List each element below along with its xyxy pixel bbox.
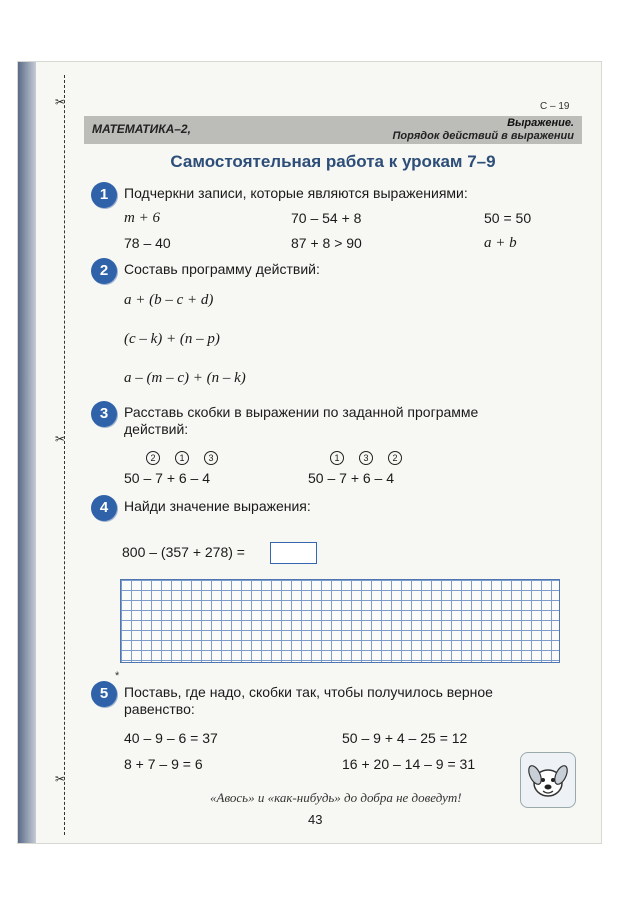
expression: m + 6	[124, 210, 160, 226]
expression: a + (b – c + d)	[124, 292, 214, 308]
subject-label: МАТЕМАТИКА–2,	[92, 122, 191, 136]
order-mark: 1	[330, 451, 344, 465]
equation: 50 – 9 + 4 – 25 = 12	[342, 730, 468, 746]
order-mark: 1	[175, 451, 189, 465]
order-mark: 2	[388, 451, 402, 465]
equation: 40 – 9 – 6 = 37	[124, 730, 218, 746]
task-number: 2	[91, 258, 117, 284]
task-number: 3	[91, 401, 117, 427]
star-icon: *	[115, 670, 120, 682]
expression: a + b	[484, 235, 517, 251]
binding-shadow	[18, 62, 36, 843]
expression: 50 = 50	[484, 210, 532, 226]
task-text: действий:	[124, 421, 189, 437]
task-text: равенство:	[124, 701, 195, 717]
scissors-icon: ✂	[55, 95, 66, 109]
task-number: 4	[91, 495, 117, 521]
scissors-icon: ✂	[55, 772, 66, 786]
expression: 70 – 54 + 8	[291, 210, 362, 226]
expression: 50 – 7 + 6 – 4	[308, 470, 395, 486]
dog-mascot-icon	[520, 752, 576, 808]
topic-title: Выражение.	[507, 117, 574, 129]
page-code: С – 19	[540, 101, 570, 112]
work-grid[interactable]	[120, 579, 560, 663]
page-number: 43	[308, 812, 323, 827]
order-mark: 3	[359, 451, 373, 465]
expression: 50 – 7 + 6 – 4	[124, 470, 211, 486]
cut-line	[64, 75, 65, 835]
task-number: 5	[91, 681, 117, 707]
page-title: Самостоятельная работа к урокам 7–9	[170, 152, 496, 171]
task-text: Расставь скобки в выражении по заданной программе	[124, 404, 479, 420]
task-text: Подчеркни записи, которые являются выражениями:	[124, 185, 468, 201]
order-mark: 2	[146, 451, 160, 465]
expression: 78 – 40	[124, 235, 171, 251]
equation: 8 + 7 – 9 = 6	[124, 756, 203, 772]
order-mark: 3	[204, 451, 218, 465]
expression: 800 – (357 + 278) =	[122, 544, 245, 560]
task-number: 1	[91, 182, 117, 208]
header-bar	[84, 116, 582, 144]
task-text: Найди значение выражения:	[124, 498, 311, 514]
topic-subtitle: Порядок действий в выражении	[392, 130, 574, 142]
task-text: Составь программу действий:	[124, 261, 320, 277]
equation: 16 + 20 – 14 – 9 = 31	[342, 756, 476, 772]
scissors-icon: ✂	[55, 432, 66, 446]
task-text: Поставь, где надо, скобки так, чтобы получилось верное	[124, 684, 493, 700]
expression: 87 + 8 > 90	[291, 235, 362, 251]
expression: a – (m – c) + (n – k)	[124, 370, 246, 386]
footer-proverb: «Авось» и «как-нибудь» до добра не доведут!	[210, 790, 462, 805]
page-scan	[18, 62, 601, 843]
answer-box[interactable]	[270, 542, 317, 564]
expression: (c – k) + (n – p)	[124, 331, 220, 347]
